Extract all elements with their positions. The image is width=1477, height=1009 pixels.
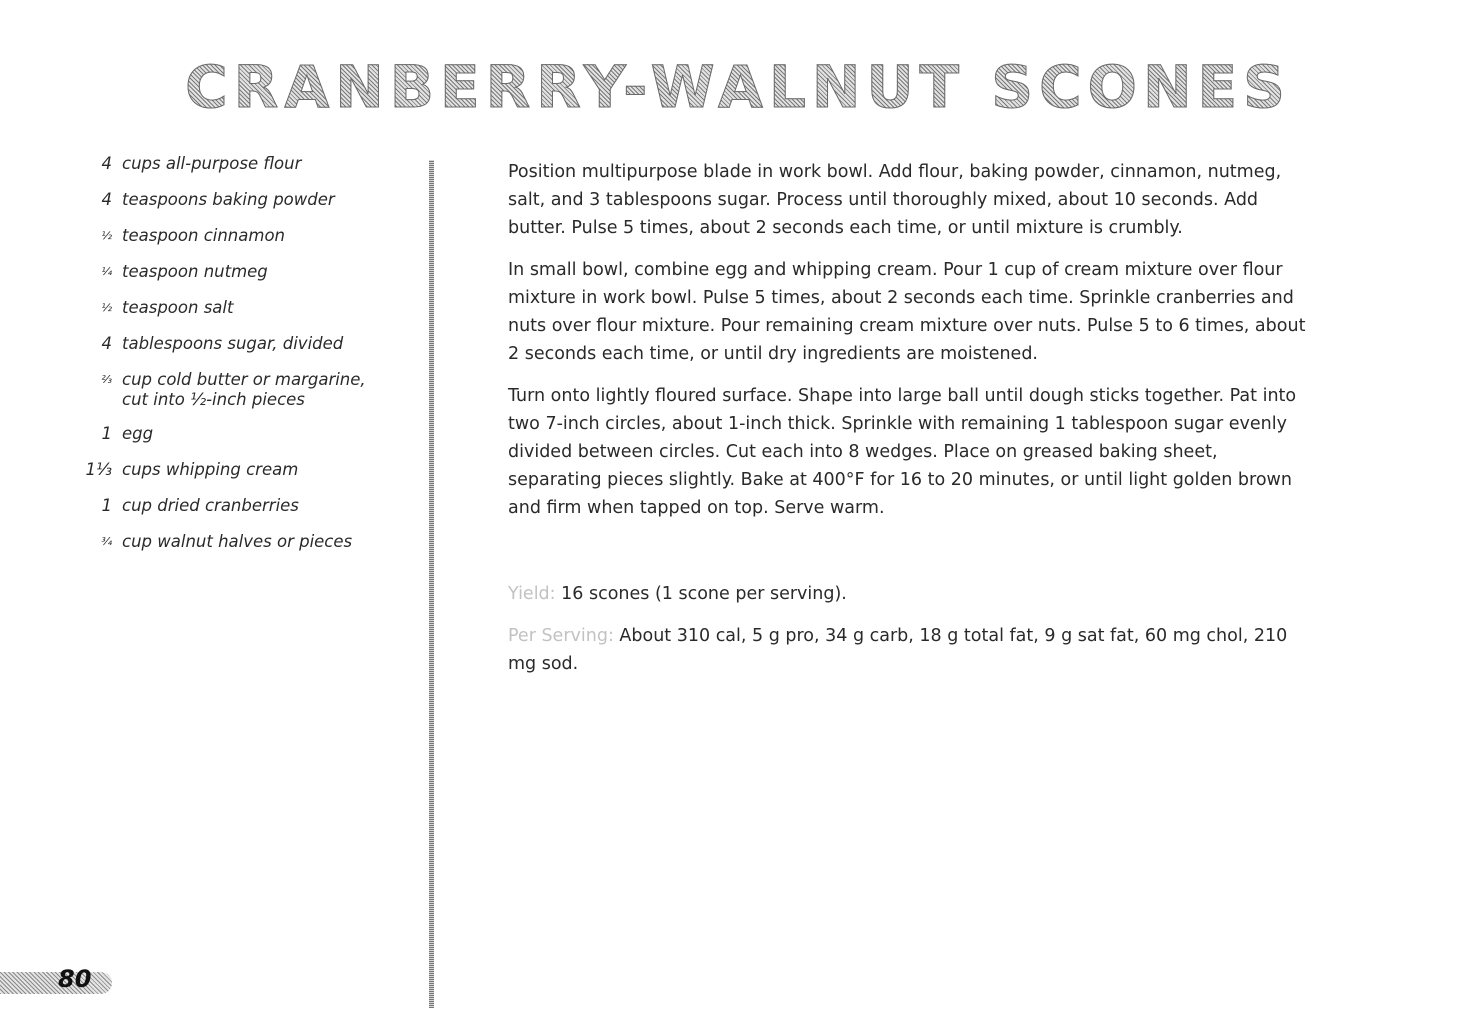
ingredient-quantity: ¾ [101,535,112,548]
ingredient-text: cups whipping cream [122,460,299,479]
method-section [508,158,1308,536]
page-number: 80 [58,965,92,993]
ingredient-quantity: ⅔ [101,373,112,386]
ingredient-item [80,260,420,284]
method-step: In small bowl, combine egg and whipping cream. Pour 1 cup of cream mixture over flour mixture in work bowl. Pulse 5 times, about 2 seconds each time. Sprinkle cranberries and nuts over flour mixture. Pour remaining cream mixture over nuts. Pulse 5 to 6 times, about 2 seconds each time, or until dry ingredients are moistened. [508,260,1306,364]
ingredient-text: teaspoon salt [122,298,234,317]
column-divider [429,160,434,1008]
ingredient-text: teaspoon nutmeg [122,262,268,281]
ingredient-text: cups all-purpose flour [122,154,302,173]
ingredient-quantity: ½ [101,301,112,314]
ingredient-text: cup walnut halves or pieces [122,532,353,551]
recipe-title: CRANBERRY-WALNUT SCONES [38,52,1438,122]
yield-line [508,580,1308,608]
ingredient-quantity: 1 [101,424,112,443]
ingredient-text: tablespoons sugar, divided [122,334,344,353]
ingredient-item [80,152,420,176]
ingredient-list [80,152,420,566]
ingredient-item [80,422,420,446]
ingredient-text: cup cold butter or margarine, cut into ½-inch pieces [122,370,366,409]
ingredient-item [80,332,420,356]
ingredient-quantity: 4 [101,334,112,353]
ingredient-quantity: ¼ [101,265,112,278]
ingredient-text: teaspoons baking powder [122,190,335,209]
yield-text: 16 scones (1 scone per serving). [561,584,847,604]
nutrition-section [508,580,1308,692]
ingredient-quantity: ½ [101,229,112,242]
ingredient-item [80,224,420,248]
ingredient-quantity: 4 [101,154,112,173]
ingredient-item [80,188,420,212]
ingredient-text: teaspoon cinnamon [122,226,286,245]
ingredient-quantity: 1 [101,496,112,515]
ingredient-text: egg [122,424,154,443]
method-step: Turn onto lightly floured surface. Shape into large ball until dough sticks together. Pat into two 7-inch circles, about 1-inch thick. Sprinkle with remaining 1 tablespoon sugar evenly divided between circles. Cut each into 8 wedges. Place on greased baking sheet, separating pieces slightly. Bake at 400°F for 16 to 20 minutes, or until light golden brown and firm when tapped on top. Serve warm. [508,386,1297,518]
method-step: Position multipurpose blade in work bowl. Add flour, baking powder, cinnamon, nutmeg, salt, and 3 tablespoons sugar. Process until thoroughly mixed, about 10 seconds. Add butter. Pulse 5 times, about 2 seconds each time, or until mixture is crumbly. [508,162,1282,238]
ingredient-item [80,368,420,410]
ingredient-quantity: 1⅓ [85,460,112,479]
yield-label: Yield: [508,584,556,604]
ingredient-item [80,530,420,554]
page-number-tab [0,972,112,994]
ingredient-item [80,296,420,320]
per-serving-text: About 310 cal, 5 g pro, 34 g carb, 18 g total fat, 9 g sat fat, 60 mg chol, 210 mg sod. [508,626,1288,674]
per-serving-line [508,622,1308,678]
ingredient-quantity: 4 [101,190,112,209]
per-serving-label: Per Serving: [508,626,614,646]
ingredient-text: cup dried cranberries [122,496,299,515]
ingredient-item [80,494,420,518]
ingredient-item [80,458,420,482]
